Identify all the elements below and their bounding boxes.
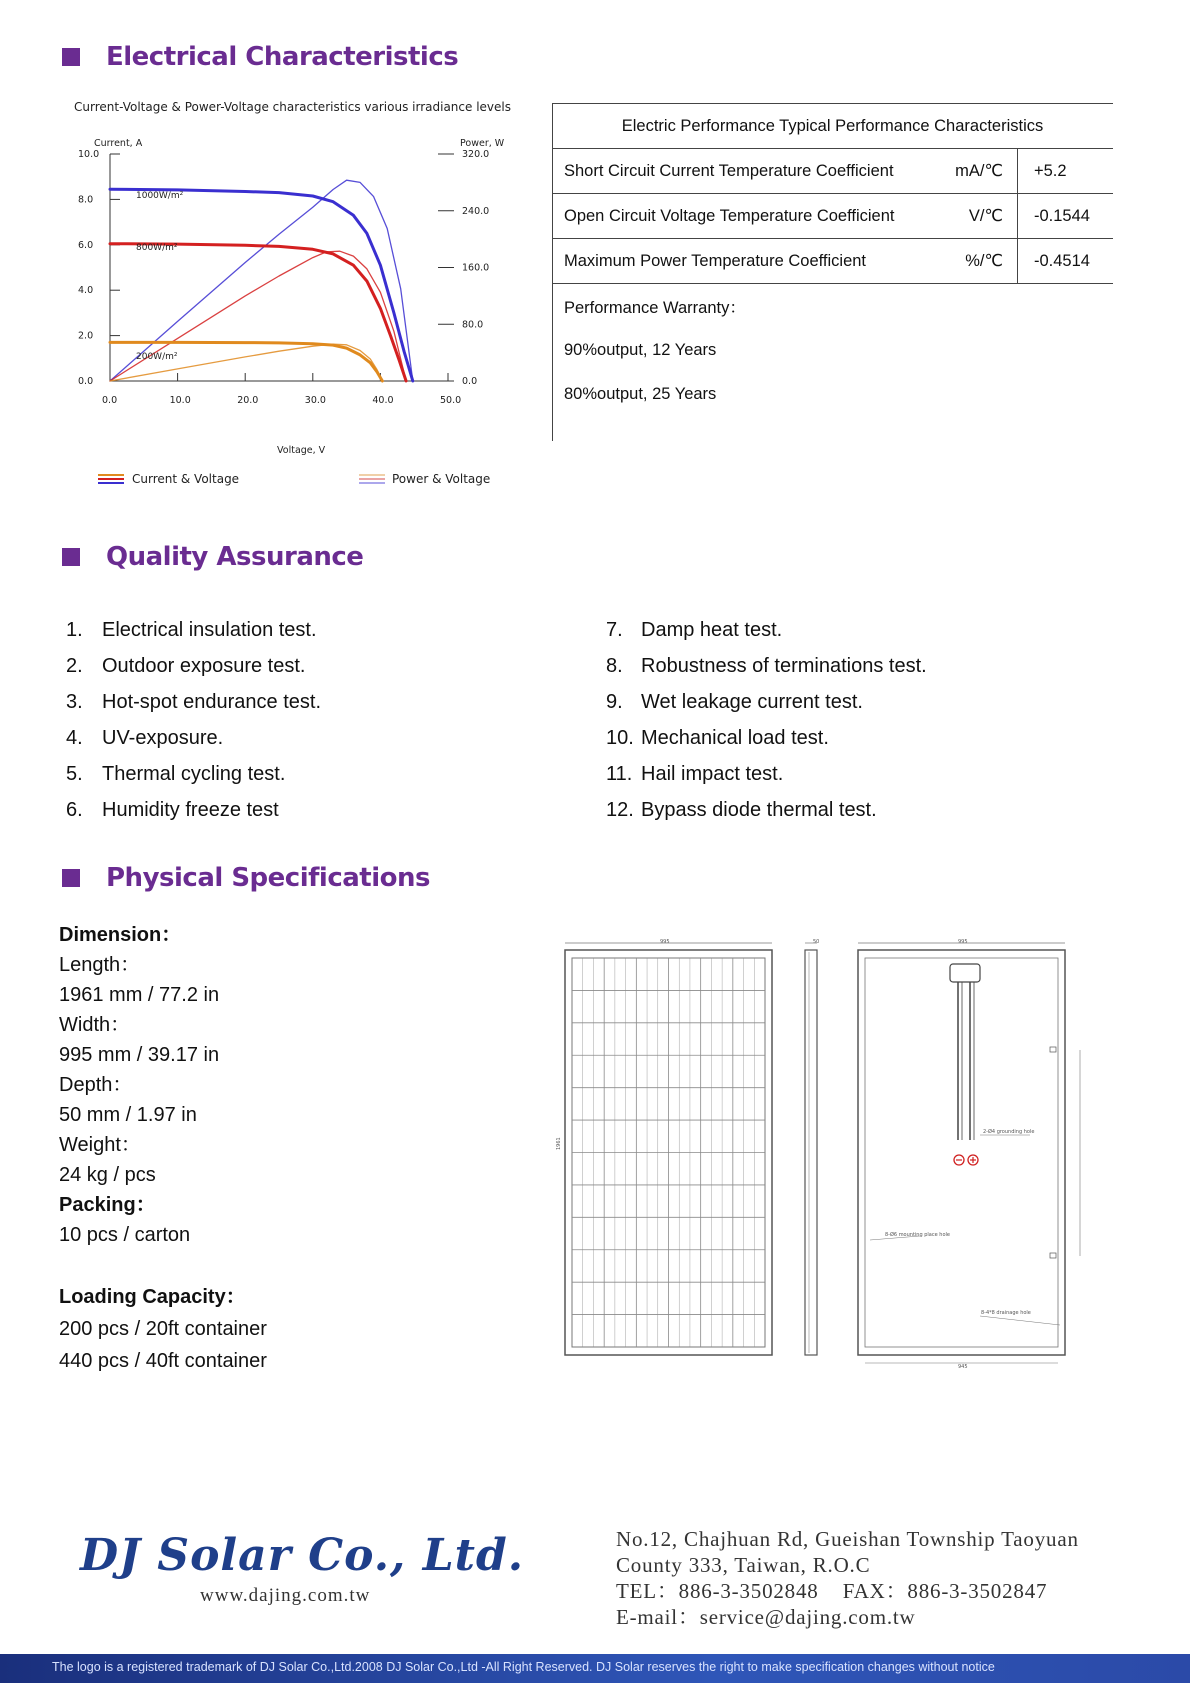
iv-pv-chart — [62, 96, 552, 506]
qa-list-right — [606, 612, 927, 828]
list-item — [66, 612, 321, 648]
legend-current-voltage: Current & Voltage — [132, 472, 240, 486]
list-item — [606, 648, 927, 684]
y-tick-label: 2.0 — [78, 330, 94, 342]
list-item — [606, 684, 927, 720]
phone-fax: TEL：886-3-3502848 FAX：886-3-3502847 — [616, 1579, 1048, 1603]
x-axis-label: Voltage, V — [277, 445, 326, 456]
legend — [98, 472, 490, 486]
row-label: Short Circuit Current Temperature Coefficient — [564, 161, 894, 180]
email: E-mail：service@dajing.com.tw — [616, 1605, 916, 1629]
list-item — [66, 648, 321, 684]
section-bullet-icon — [62, 548, 80, 566]
item-number: 11. — [606, 762, 633, 785]
item-number: 12. — [606, 798, 634, 821]
y2-tick-label: 320.0 — [462, 149, 490, 160]
depth-dimension: 50 — [813, 939, 820, 945]
company-logo: DJ Solar Co., Ltd. — [80, 1530, 525, 1581]
address-line-2: County 333, Taiwan, R.O.C — [616, 1553, 871, 1577]
list-item — [66, 720, 321, 756]
company-contact — [616, 1526, 1079, 1630]
item-text: Damp heat test. — [641, 618, 783, 641]
warranty-line-1: 90%output, 12 Years — [564, 340, 717, 359]
item-number: 7. — [606, 618, 623, 641]
y-tick-label: 10.0 — [78, 149, 100, 160]
depth-value: 50 mm / 1.97 in — [59, 1104, 197, 1126]
item-text: Mechanical load test. — [641, 726, 829, 749]
depth-label: Depth： — [59, 1074, 133, 1096]
chart-svg — [62, 96, 552, 506]
list-item — [66, 792, 321, 828]
annotation-200: 200W/m² — [136, 352, 178, 362]
item-number: 4. — [66, 726, 83, 749]
list-item — [66, 684, 321, 720]
table-row — [552, 149, 1113, 194]
annotation-1000: 1000W/m² — [136, 191, 184, 201]
y2-tick-label: 0.0 — [462, 376, 478, 387]
item-number: 10. — [606, 726, 634, 749]
item-text: Hail impact test. — [641, 762, 784, 785]
panel-rear-view — [858, 939, 1080, 1370]
packing-value: 10 pcs / carton — [59, 1224, 191, 1246]
qa-list-left — [66, 612, 321, 828]
grounding-hole-note: 2-Ø4 grounding hole — [983, 1129, 1035, 1135]
table-left-rule — [552, 103, 553, 441]
warranty-title: Performance Warranty： — [564, 299, 746, 317]
x-tick-label: 50.0 — [440, 395, 462, 406]
x-tick-label: 40.0 — [372, 395, 394, 406]
mounting-hole-note: 8-Ø6 mounting place hole — [885, 1232, 950, 1238]
inner-dimension: 945 — [958, 1364, 968, 1370]
y-tick-label: 8.0 — [78, 194, 94, 206]
item-text: Robustness of terminations test. — [641, 654, 927, 677]
drainage-hole-note: 8-4*8 drainage hole — [981, 1310, 1031, 1316]
row-unit: mA/℃ — [954, 149, 1018, 193]
item-text: Bypass diode thermal test. — [641, 798, 877, 821]
section-bullet-icon — [62, 48, 80, 66]
list-item — [606, 612, 927, 648]
loading-label: Loading Capacity： — [59, 1286, 246, 1308]
section-title: Quality Assurance — [106, 542, 364, 572]
row-label: Open Circuit Voltage Temperature Coefficient — [564, 206, 895, 225]
rear-width-dimension: 995 — [958, 939, 968, 945]
x-tick-label: 0.0 — [102, 395, 118, 406]
section-quality — [62, 541, 363, 573]
x-tick-label: 10.0 — [169, 395, 191, 406]
item-number: 6. — [66, 798, 83, 821]
y2-tick-label: 80.0 — [462, 319, 484, 331]
loading-value-40ft: 440 pcs / 40ft container — [59, 1350, 267, 1372]
row-unit: %/℃ — [954, 239, 1018, 283]
list-item — [606, 756, 927, 792]
row-unit: V/℃ — [954, 194, 1018, 238]
junction-box — [950, 964, 980, 982]
physical-specs — [59, 920, 267, 1378]
x-tick-label: 30.0 — [304, 395, 326, 406]
item-number: 9. — [606, 690, 623, 713]
table-row — [552, 194, 1113, 239]
weight-label: Weight： — [59, 1134, 141, 1156]
item-number: 1. — [66, 618, 83, 641]
company-website[interactable]: www.dajing.com.tw — [200, 1585, 371, 1606]
chart-title: Current-Voltage & Power-Voltage characteristics various irradiance levels — [74, 100, 511, 114]
length-label: Length： — [59, 954, 141, 976]
item-text: Thermal cycling test. — [102, 762, 286, 785]
row-value: -0.4514 — [1034, 251, 1090, 270]
panel-front-view — [556, 939, 772, 1355]
length-value: 1961 mm / 77.2 in — [59, 984, 220, 1006]
item-number: 8. — [606, 654, 623, 677]
packing-label: Packing： — [59, 1194, 156, 1216]
y-tick-label: 4.0 — [78, 285, 94, 297]
section-title: Electrical Characteristics — [106, 42, 459, 72]
section-electrical — [62, 41, 458, 73]
row-label: Maximum Power Temperature Coefficient — [564, 251, 867, 270]
x-tick-label: 20.0 — [237, 395, 259, 406]
row-value: +5.2 — [1034, 161, 1067, 180]
length-dimension: 1961 — [556, 1137, 562, 1150]
dimension-label: Dimension： — [59, 924, 182, 946]
y-tick-label: 6.0 — [78, 239, 94, 251]
item-text: Wet leakage current test. — [641, 690, 863, 713]
y-axis-label: Current, A — [94, 138, 143, 149]
width-value: 995 mm / 39.17 in — [59, 1044, 220, 1066]
section-bullet-icon — [62, 869, 80, 887]
width-dimension: 995 — [660, 939, 670, 945]
legal-notice: The logo is a registered trademark of DJ Solar Co.,Ltd.2008 DJ Solar Co.,Ltd -All Right Reserved. DJ Solar reserves the right to make specification changes without notice — [52, 1660, 995, 1674]
list-item — [606, 792, 927, 828]
series-line-power-5 — [110, 344, 382, 381]
annotation-800: 800W/m² — [136, 243, 178, 253]
list-item — [66, 756, 321, 792]
y-tick-label: 0.0 — [78, 376, 94, 387]
width-label: Width： — [59, 1014, 131, 1036]
item-text: UV-exposure. — [102, 726, 224, 749]
table-row — [552, 239, 1113, 284]
item-number: 3. — [66, 690, 83, 713]
warranty-line-2: 80%output, 25 Years — [564, 384, 717, 403]
item-number: 5. — [66, 762, 83, 785]
section-title: Physical Specifications — [106, 863, 430, 893]
item-text: Humidity freeze test — [102, 798, 279, 821]
row-value: -0.1544 — [1034, 206, 1090, 225]
legend-power-voltage: Power & Voltage — [392, 472, 491, 486]
list-item — [606, 720, 927, 756]
panel-drawing — [556, 939, 1120, 1370]
performance-table — [552, 103, 1113, 416]
item-text: Hot-spot endurance test. — [102, 690, 322, 713]
panel-side-view — [805, 939, 819, 1355]
item-text: Outdoor exposure test. — [102, 654, 306, 677]
item-number: 2. — [66, 654, 83, 677]
y2-tick-label: 160.0 — [462, 262, 490, 274]
y2-tick-label: 240.0 — [462, 205, 490, 217]
footer-bar — [0, 1654, 1190, 1683]
y2-axis-label: Power, W — [460, 138, 505, 149]
loading-value-20ft: 200 pcs / 20ft container — [59, 1318, 267, 1340]
item-text: Electrical insulation test. — [102, 618, 317, 641]
address-line-1: No.12, Chajhuan Rd, Gueishan Township Taoyuan — [616, 1527, 1079, 1551]
weight-value: 24 kg / pcs — [59, 1164, 156, 1186]
section-physical — [62, 862, 430, 894]
table-header: Electric Performance Typical Performance Characteristics — [552, 103, 1113, 149]
